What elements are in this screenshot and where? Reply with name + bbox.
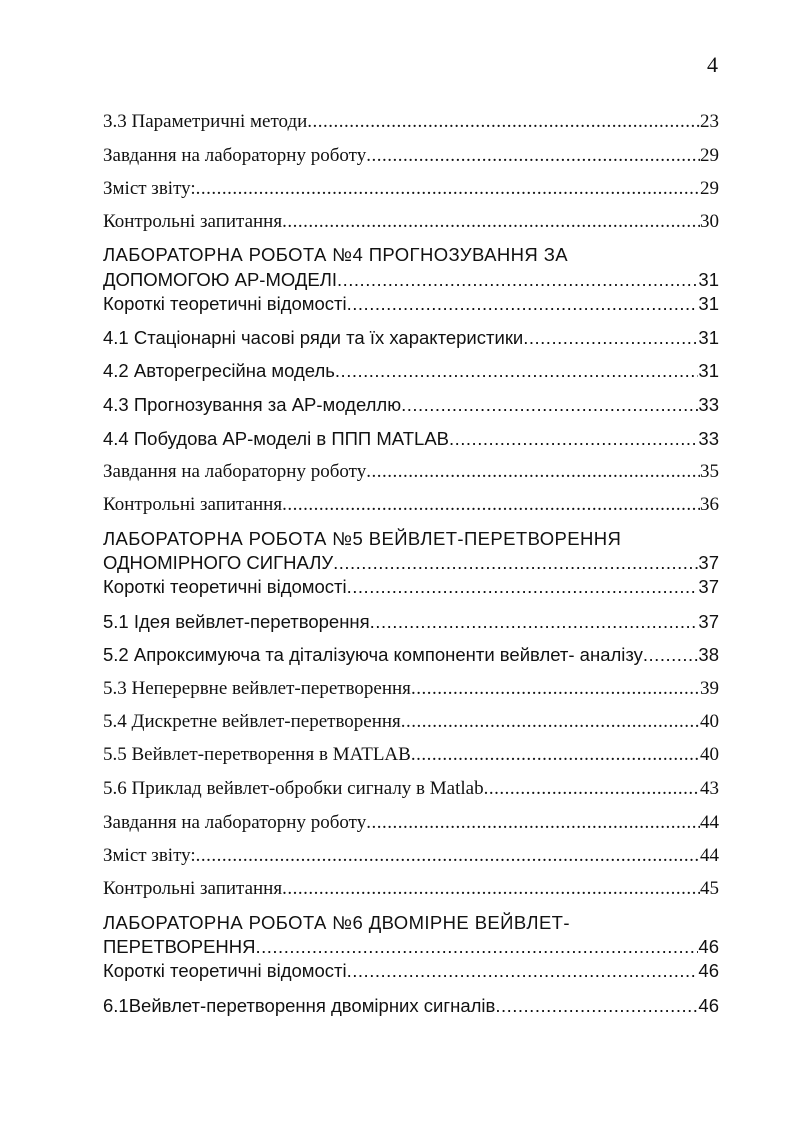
toc-entry-page: 31	[698, 269, 719, 290]
toc-entry[interactable]	[103, 551, 719, 575]
leader-dots	[523, 326, 698, 350]
toc-entry-page: 29	[700, 178, 719, 199]
leader-dots	[347, 575, 699, 599]
toc-entry-title: Зміст звіту:	[103, 178, 196, 199]
toc-entry[interactable]	[103, 959, 719, 983]
toc-entry-title: Вейвлет-перетворення двомірних сигналів	[128, 995, 496, 1016]
toc-entry-title: Завдання на лабораторну роботу	[103, 812, 367, 833]
leader-dots	[484, 777, 700, 801]
toc-entry[interactable]	[103, 210, 719, 234]
leader-dots	[370, 610, 699, 634]
toc-entry-title: ДОПОМОГОЮ АР-МОДЕЛІ	[103, 269, 337, 290]
leader-dots	[196, 177, 700, 201]
leader-dots	[643, 643, 699, 667]
toc-entry-page: 33	[698, 428, 719, 449]
toc-entry-title: 3.3 Параметричні методи	[103, 111, 308, 132]
leader-dots	[333, 551, 698, 575]
toc-heading-line: ЛАБОРАТОРНА РОБОТА №4 ПРОГНОЗУВАННЯ ЗА	[103, 244, 569, 265]
toc-entry[interactable]	[103, 427, 719, 451]
toc-heading-line: ЛАБОРАТОРНА РОБОТА №6 ДВОМІРНЕ ВЕЙВЛЕТ-	[103, 912, 570, 933]
toc-entry[interactable]	[103, 610, 719, 634]
toc-entry-page: 33	[698, 394, 719, 415]
leader-dots	[347, 959, 699, 983]
toc-entry-title: 5.1 Ідея вейвлет-перетворення	[103, 611, 370, 632]
leader-dots	[401, 393, 698, 417]
toc-entry[interactable]	[103, 326, 719, 350]
toc-entry[interactable]	[103, 110, 719, 134]
toc-entry[interactable]	[103, 844, 719, 868]
toc-entry-title: 5.3 Неперервне вейвлет-перетворення	[103, 678, 411, 699]
toc-entry-page: 37	[698, 576, 719, 597]
leader-dots	[449, 427, 698, 451]
toc-entry[interactable]	[103, 643, 719, 667]
leader-dots	[366, 460, 700, 484]
toc-entry-page: 40	[700, 711, 719, 732]
toc-entry-page: 46	[698, 936, 719, 957]
toc-entry-page: 44	[700, 845, 719, 866]
leader-dots	[282, 210, 700, 234]
toc-entry[interactable]	[103, 268, 719, 292]
toc-entry-title: Короткі теоретичні відомості	[103, 576, 347, 597]
toc-entry-title: Контрольні запитання	[103, 211, 283, 232]
leader-dots	[335, 359, 699, 383]
toc-entry[interactable]	[103, 144, 719, 168]
toc-entry-title: Завдання на лабораторну роботу	[103, 461, 367, 482]
toc-entry[interactable]	[103, 677, 719, 701]
leader-dots	[366, 144, 700, 168]
toc-entry[interactable]	[103, 177, 719, 201]
toc-entry[interactable]	[103, 393, 719, 417]
toc-entry-page: 45	[700, 878, 719, 899]
toc-entry-page: 35	[700, 461, 719, 482]
toc-entry-page: 44	[700, 812, 719, 833]
toc-entry-page: 40	[700, 744, 719, 765]
toc-entry-page: 30	[700, 211, 719, 232]
leader-dots	[282, 493, 700, 517]
toc-entry-title: 4.3 Прогнозування за АР-моделлю	[103, 394, 402, 415]
toc-entry[interactable]	[103, 935, 719, 959]
toc-entry-page: 36	[700, 494, 719, 515]
leader-dots	[366, 811, 700, 835]
leader-dots	[411, 743, 700, 767]
toc-entry[interactable]	[103, 811, 719, 835]
toc-entry[interactable]	[103, 292, 719, 316]
toc-entry[interactable]	[103, 994, 719, 1018]
leader-dots	[401, 710, 700, 734]
toc-entry-page: 43	[700, 778, 719, 799]
toc-entry-page: 31	[698, 293, 719, 314]
toc-entry[interactable]	[103, 493, 719, 517]
toc-entry-title: 5.2 Апроксимуюча та діталізуюча компоненти вейвлет- аналізу	[103, 644, 643, 665]
leader-dots	[307, 110, 700, 134]
toc-entry-title: 4.2 Авторегресійна модель	[103, 360, 335, 381]
toc-entry[interactable]	[103, 877, 719, 901]
toc-entry-page: 46	[698, 960, 719, 981]
leader-dots	[256, 935, 699, 959]
toc-entry-page: 38	[698, 644, 719, 665]
leader-dots	[495, 994, 698, 1018]
toc-entry-page: 39	[700, 678, 719, 699]
toc-entry-title: 4.4 Побудова АР-моделі в ППП MATLAB	[103, 428, 449, 449]
toc-entry-page: 46	[698, 995, 719, 1016]
toc-entry-page: 31	[698, 327, 719, 348]
toc-entry-page: 37	[698, 611, 719, 632]
toc-entry-page: 23	[700, 111, 719, 132]
toc-entry[interactable]	[103, 777, 719, 801]
leader-dots	[196, 844, 700, 868]
toc-entry[interactable]	[103, 575, 719, 599]
toc-entry[interactable]	[103, 460, 719, 484]
leader-dots	[347, 292, 699, 316]
toc-entry[interactable]	[103, 743, 719, 767]
page-number: 4	[707, 52, 718, 77]
toc-entry[interactable]	[103, 710, 719, 734]
toc-entry-title: 5.4 Дискретне вейвлет-перетворення	[103, 711, 401, 732]
toc-entry-title: Зміст звіту:	[103, 845, 196, 866]
toc-entry-title: 5.6 Приклад вейвлет-обробки сигналу в Matlab	[103, 778, 484, 799]
toc-entry-section-number: 6.1	[103, 995, 129, 1016]
toc-entry-page: 37	[698, 552, 719, 573]
leader-dots	[337, 268, 698, 292]
leader-dots	[282, 877, 700, 901]
toc-entry-title: Завдання на лабораторну роботу	[103, 145, 367, 166]
toc-entry-page: 29	[700, 145, 719, 166]
toc-entry-title: ОДНОМІРНОГО СИГНАЛУ	[103, 552, 334, 573]
toc-entry-title: 4.1 Стаціонарні часові ряди та їх характеристики	[103, 327, 524, 348]
toc-entry[interactable]	[103, 359, 719, 383]
toc-entry-title: Короткі теоретичні відомості	[103, 960, 347, 981]
toc-entry-page: 31	[698, 360, 719, 381]
toc-entry-title: 5.5 Вейвлет-перетворення в MATLAB	[103, 744, 411, 765]
toc-entry-title: ПЕРЕТВОРЕННЯ	[103, 936, 256, 957]
toc-entry-title: Короткі теоретичні відомості	[103, 293, 347, 314]
toc-entry-title: Контрольні запитання	[103, 878, 283, 899]
toc-entry-title: Контрольні запитання	[103, 494, 283, 515]
leader-dots	[411, 677, 700, 701]
toc-heading-line: ЛАБОРАТОРНА РОБОТА №5 ВЕЙВЛЕТ-ПЕРЕТВОРЕННЯ	[103, 528, 622, 549]
